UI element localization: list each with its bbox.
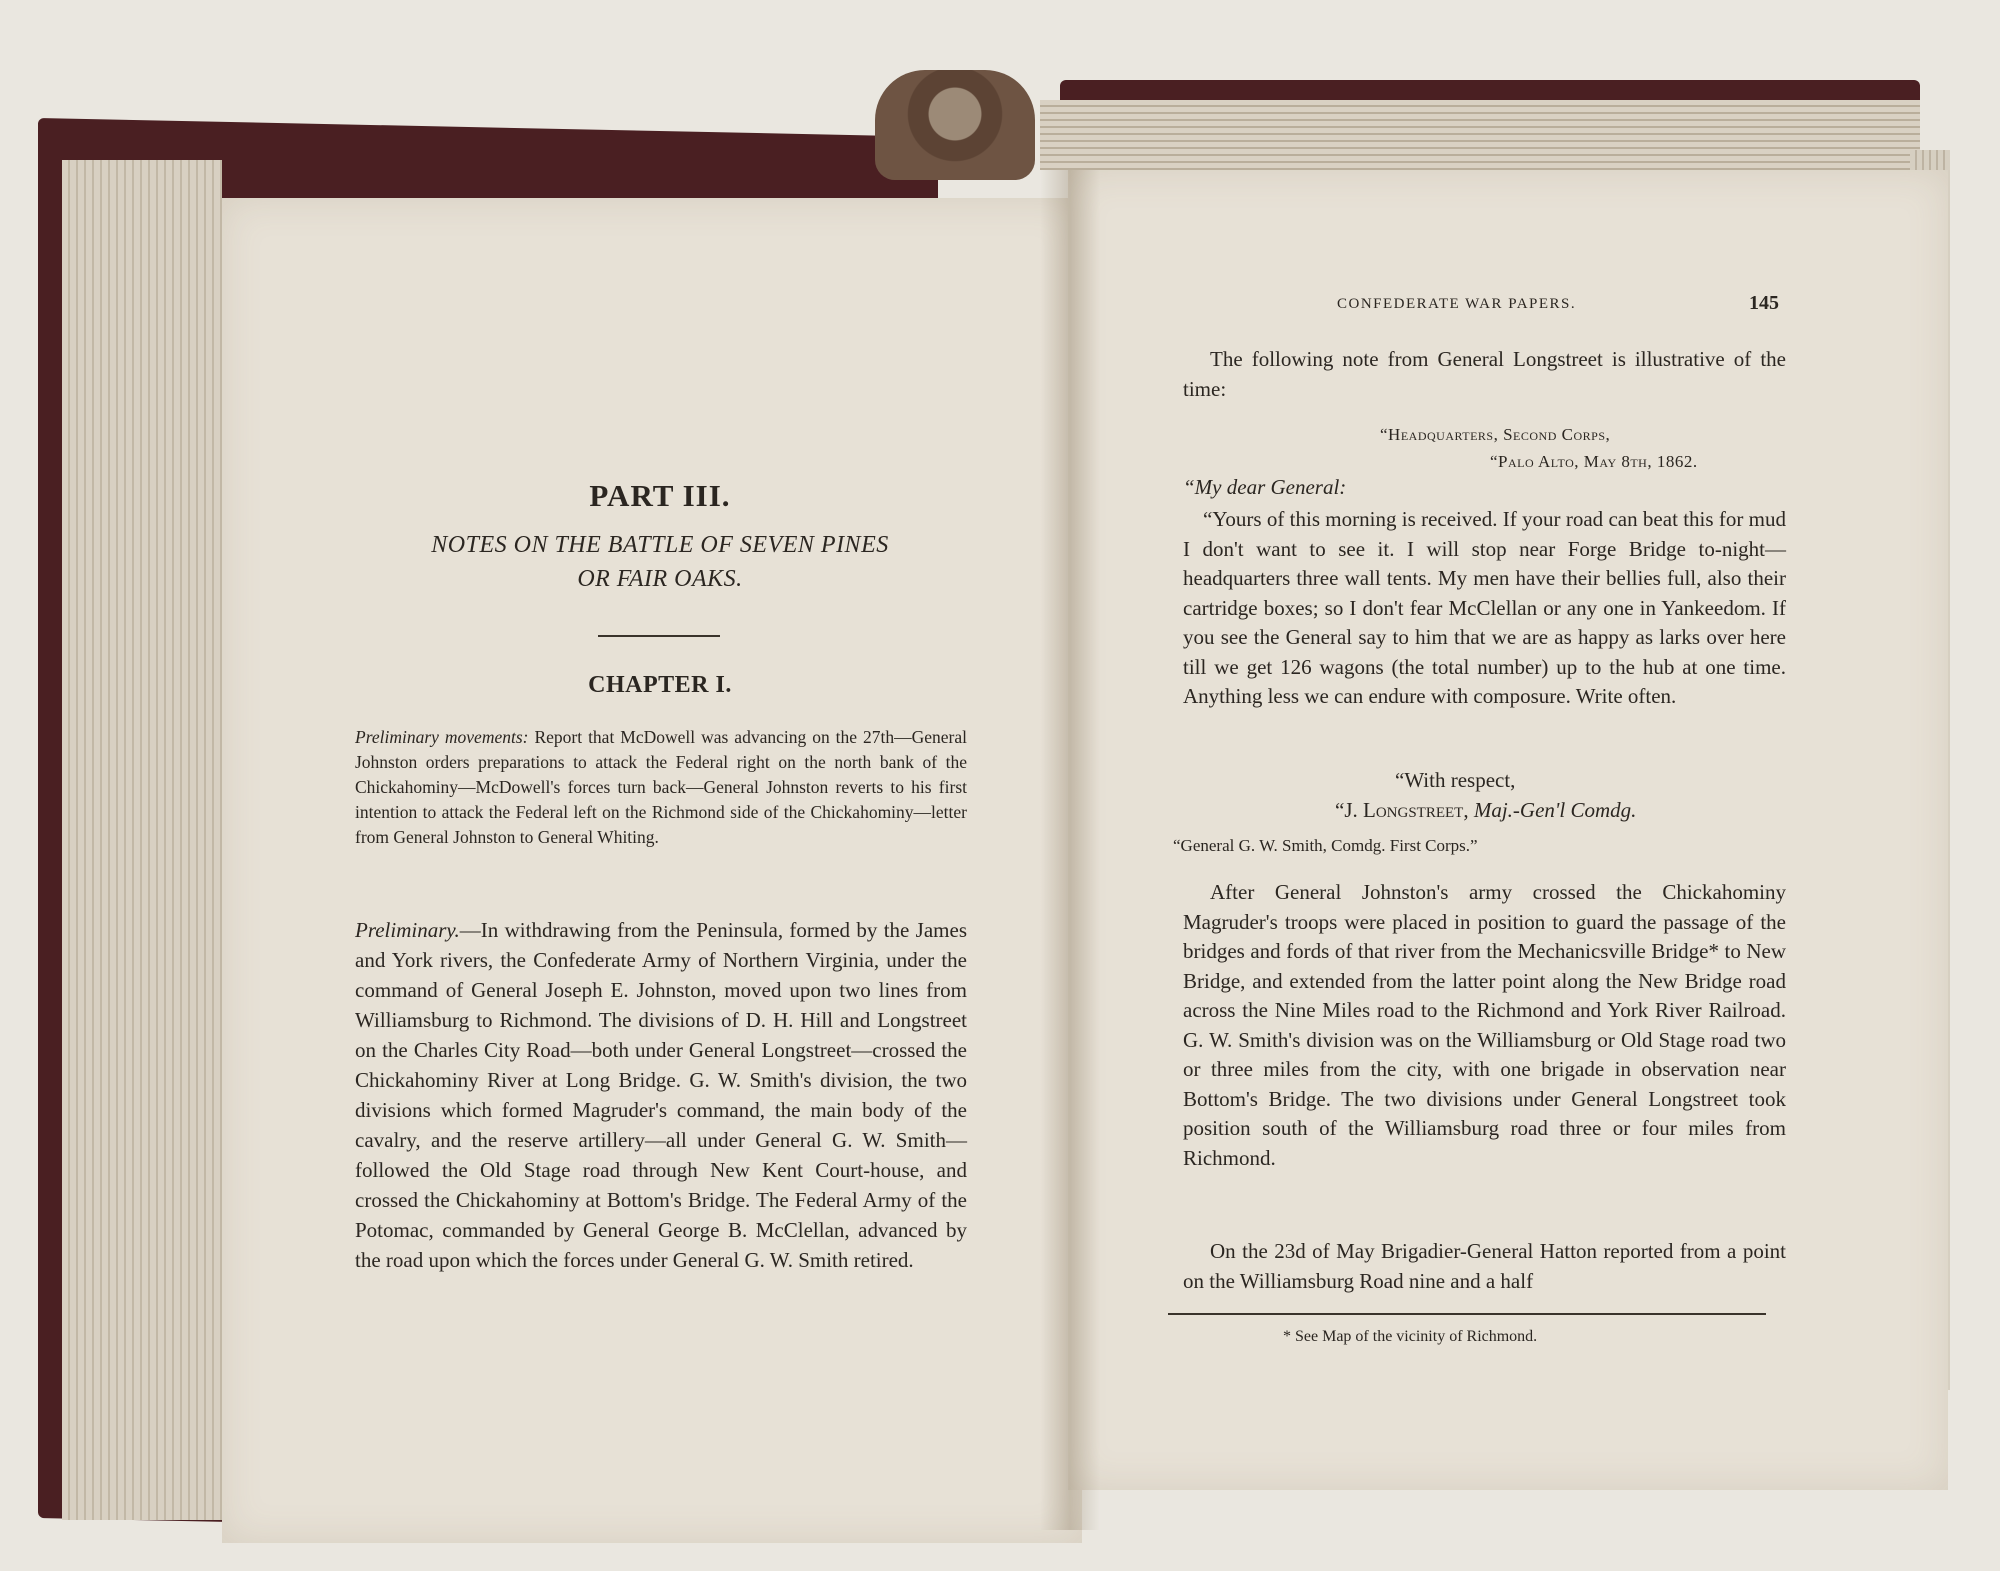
signoff-name: “J. Longstreet, [1335,798,1469,822]
footnote: * See Map of the vicinity of Richmond. [1283,1328,1538,1345]
part-subtitle [340,528,980,596]
body-lead: Preliminary. [355,918,460,942]
letter-body: “Yours of this morning is received. If your road can beat this for mud I don't want to see it. I will stop near Forge Bridge to-night—headquarters three wall tents. My men have their bellies full, also their cartridge boxes; so I don't fear McClellan or any one in Yankeedom. If you see the General say to him that we are as happy as larks over here till we get 126 wagons (the total number) up to the hub at one time. Anything less we can endure with composure. Write often. [1183,507,1786,708]
title-divider [598,635,720,637]
intro-paragraph: The following note from General Longstreet is illustrative of the time: [1183,347,1786,401]
page-number: 145 [1749,292,1779,314]
book-spine [875,70,1035,180]
part-title: PART III. [589,478,731,513]
book-gutter [1040,170,1100,1530]
chapter-summary [355,725,967,850]
letter-signoff [1335,798,1636,823]
left-page [222,198,1082,1543]
page-edges-left [62,160,222,1520]
subtitle-line-1: NOTES ON THE BATTLE OF SEVEN PINES [431,532,889,558]
footnote-rule [1168,1313,1766,1315]
letter-heading-line-2: “Palo Alto, May 8th, 1862. [1490,452,1698,471]
letter-addressee: “General G. W. Smith, Comdg. First Corps.” [1173,836,1478,855]
chapter-heading: CHAPTER I. [588,672,732,698]
letter-closing: “With respect, [1395,768,1516,792]
running-head: CONFEDERATE WAR PAPERS. [1337,296,1577,312]
page-edges-top [1040,100,1920,170]
summary-lead: Preliminary movements: [355,727,529,747]
body-text: —In withdrawing from the Peninsula, formed by the James and York rivers, the Confederate Army of Northern Virginia, under the command of General Joseph E. Johnston, moved upon two lines from Williamsburg to Richmond. The divisions of D. H. Hill and Longstreet on the Charles City Road—both under General Longstreet—crossed the Chickahominy River at Long Bridge. G. W. Smith's division, the two divisions which formed Magruder's command, the main body of the cavalry, and the reserve artillery—all under General G. W. Smith—followed the Old Stage road through New Kent Court-house, and crossed the Chickahominy at Bottom's Bridge. The Federal Army of the Potomac, commanded by General George B. McClellan, advanced by the road upon which the forces under General G. W. Smith retired. [355,918,967,1272]
signoff-title: Maj.-Gen'l Comdg. [1473,798,1637,822]
subtitle-line-2: OR FAIR OAKS. [577,566,743,592]
left-body-paragraph [355,915,967,1275]
army-position-paragraph: After General Johnston's army crossed the Chickahominy Magruder's troops were placed in position to guard the passage of the bridges and fords of that river from the Mechanicsville Bridge* to New Bridge, and extended from the latter point along the New Bridge road across the Nine Miles road to the Richmond and York River Railroad. G. W. Smith's division was on the Williamsburg or Old Stage road two or three miles from the city, with one brigade in observation near Bottom's Bridge. The two divisions under General Longstreet took position south of the Williamsburg road three or four miles from Richmond. [1183,880,1786,1170]
letter-heading-line-1: “Headquarters, Second Corps, [1380,425,1611,444]
hatton-paragraph: On the 23d of May Brigadier-General Hatton reported from a point on the Williamsburg Road nine and a half [1183,1239,1786,1293]
summary-text: Report that McDowell was advancing on the 27th—General Johnston orders preparations to attack the Federal right on the north bank of the Chickahominy—McDowell's forces turn back—General Johnston reverts to his first intention to attack the Federal left on the Richmond side of the Chickahominy—letter from General Johnston to General Whiting. [355,727,968,847]
letter-salutation: “My dear General: [1183,475,1347,499]
